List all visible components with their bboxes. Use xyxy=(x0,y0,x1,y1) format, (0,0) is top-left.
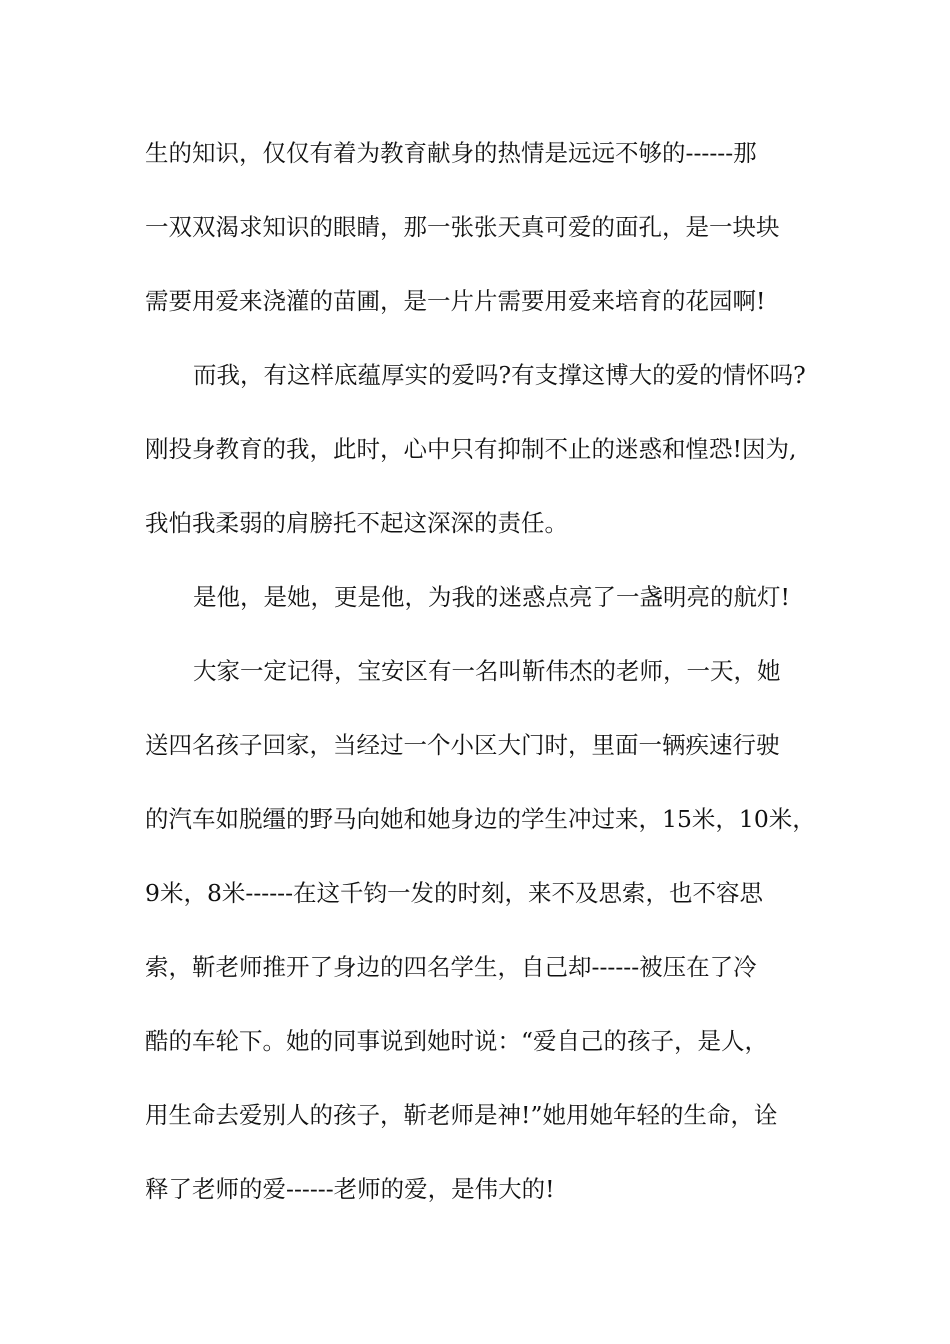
text-line: 用生命去爱别人的孩子，靳老师是神!”她用她年轻的生命，诠 xyxy=(145,1101,778,1129)
paragraph-first-line: 而我，有这样底蕴厚实的爱吗?有支撑这博大的爱的情怀吗? xyxy=(193,361,806,389)
paragraph-first-line: 是他，是她，更是他，为我的迷惑点亮了一盏明亮的航灯! xyxy=(193,583,790,611)
paragraph-first-line: 大家一定记得，宝安区有一名叫靳伟杰的老师，一天，她 xyxy=(193,657,781,685)
text-line: 送四名孩子回家，当经过一个小区大门时，里面一辆疾速行驶 xyxy=(145,731,780,759)
text-line: 酷的车轮下。她的同事说到她时说：“爱自己的孩子，是人， xyxy=(145,1027,769,1055)
text-line: 一双双渴求知识的眼睛，那一张张天真可爱的面孔，是一块块 xyxy=(145,213,780,241)
text-line: 刚投身教育的我，此时，心中只有抑制不止的迷惑和惶恐!因为, xyxy=(145,435,797,463)
text-line: 需要用爱来浇灌的苗圃，是一片片需要用爱来培育的花园啊! xyxy=(145,287,766,315)
text-line: 生的知识，仅仅有着为教育献身的热情是远远不够的------那 xyxy=(145,139,757,167)
text-line: 释了老师的爱------老师的爱，是伟大的! xyxy=(145,1175,555,1203)
text-line: 的汽车如脱缰的野马向她和她身边的学生冲过来，15米，10米， xyxy=(145,805,816,833)
text-line: 索，靳老师推开了身边的四名学生，自己却------被压在了冷 xyxy=(145,953,757,981)
text-line: 我怕我柔弱的肩膀托不起这深深的责任。 xyxy=(145,509,568,537)
text-line: 9米，8米------在这千钧一发的时刻，来不及思索，也不容思 xyxy=(145,879,764,907)
